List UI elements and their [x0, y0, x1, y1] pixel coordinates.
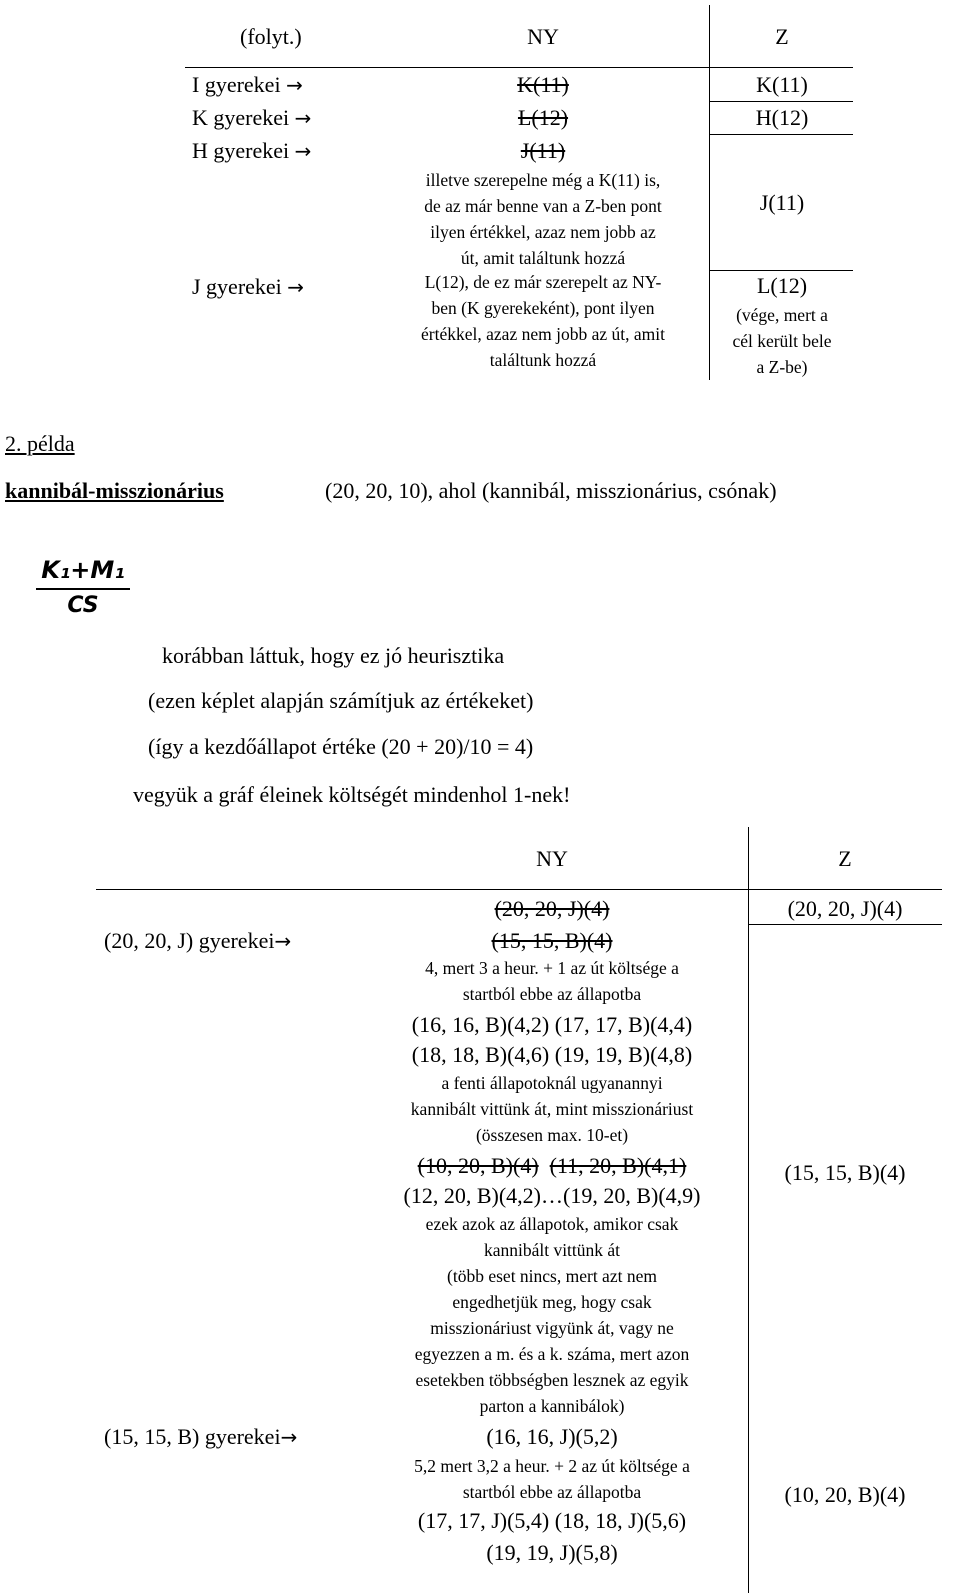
table2-row1-note3: engedhetjük meg, hogy csak — [452, 1292, 652, 1312]
table2-row1-note3: misszionáriust vigyünk át, vagy ne — [430, 1318, 674, 1338]
table1-row-label: K gyerekei → — [192, 105, 312, 130]
arrow-right-icon: → — [294, 139, 312, 163]
table2-row1-strike-a: (10, 20, B)(4) — [417, 1153, 539, 1178]
table1-row-z: K(11) — [756, 72, 808, 97]
table1-j-note-line: értékkel, azaz nem jobb az út, amit — [421, 324, 665, 344]
table2-header-z: Z — [838, 846, 852, 871]
table2-header-ny: NY — [536, 846, 568, 871]
table2-row1-list: (16, 16, B)(4,2) (17, 17, B)(4,4) — [411, 1012, 693, 1037]
table1-j-note-line: találtunk hozzá — [489, 350, 597, 370]
table2-start-z: (20, 20, J)(4) — [787, 896, 903, 921]
table1-h-note-line: ilyen értékkel, azaz nem jobb az — [430, 222, 656, 242]
example-line: korábban láttuk, hogy ez jó heurisztika — [162, 643, 505, 668]
table1-j-note-line: ben (K gyerekeként), pont ilyen — [431, 298, 655, 318]
table2-row2-note: 5,2 mert 3,2 a heur. + 2 az út költsége a — [414, 1456, 690, 1476]
table1-h-note-line: de az már benne van a Z-ben pont — [424, 196, 662, 216]
table2-row1-note3: esetekben többségben lesznek az egyik — [415, 1370, 689, 1390]
formula-numerator: K₁+M₁ — [41, 556, 125, 584]
table1-header-ny: NY — [527, 24, 559, 49]
table1-z-note-line: a Z-be) — [756, 357, 808, 377]
table2-start-ny: (20, 20, J)(4) — [494, 896, 610, 921]
example-line: (ezen képlet alapján számítjuk az értékeket) — [148, 688, 534, 713]
example-name: kannibál-misszionárius — [5, 478, 224, 503]
table1-row-ny: L(12) — [517, 105, 569, 130]
table1-z-rule-3 — [709, 270, 853, 271]
table2-row2-note: startból ebbe az állapotba — [462, 1482, 642, 1502]
example-heading: 2. példa — [5, 431, 75, 456]
table2-row1-list2: (12, 20, B)(4,2)…(19, 20, B)(4,9) — [403, 1183, 701, 1208]
formula-fraction-bar — [36, 588, 130, 590]
table2-row-label: (15, 15, B) gyerekei→ — [104, 1424, 298, 1449]
table1-header-rule — [185, 67, 853, 68]
table1-z-rule-2 — [709, 134, 853, 135]
table1-z-rule-1 — [709, 101, 853, 102]
table2-row2-z: (10, 20, B)(4) — [784, 1482, 906, 1507]
table2-column-divider — [748, 827, 749, 1593]
table2-row1-note: startból ebbe az állapotba — [462, 984, 642, 1004]
table2-row1-note3: ezek azok az állapotok, amikor csak — [425, 1214, 679, 1234]
table2-row1-note: 4, mert 3 a heur. + 1 az út költsége a — [425, 958, 679, 978]
table2-row-label: (20, 20, J) gyerekei→ — [104, 928, 292, 953]
example-line: (így a kezdőállapot értéke (20 + 20)/10 = 4) — [148, 734, 534, 759]
table1-h-note-line: út, amit találtunk hozzá — [460, 248, 626, 268]
table1-row-z: J(11) — [759, 190, 805, 215]
arrow-right-icon: → — [286, 73, 303, 97]
arrow-right-icon: → — [274, 929, 292, 953]
table1-j-note-line: L(12), de ez már szerepelt az NY- — [424, 272, 662, 292]
table2-row1-note2: kannibált vittünk át, mint misszionáriust — [410, 1099, 694, 1119]
table1-column-divider — [709, 5, 710, 380]
table2-row1-note2: a fenti állapotoknál ugyanannyi — [441, 1073, 663, 1093]
table1-row-ny: J(11) — [520, 138, 566, 163]
example-line: vegyük a gráf éleinek költségét mindenhol 1-nek! — [133, 782, 571, 807]
table1-z-note-line: (vége, mert a — [736, 305, 828, 325]
table1-row-label: I gyerekei → — [192, 72, 303, 97]
table2-row1-note3: parton a kannibálok) — [479, 1396, 625, 1416]
example-description: (20, 20, 10), ahol (kannibál, misszionárius, csónak) — [325, 478, 777, 503]
table1-row-ny: K(11) — [517, 72, 569, 97]
table1-h-note-line: illetve szerepelne még a K(11) is, — [425, 170, 661, 190]
arrow-right-icon: → — [280, 1425, 298, 1449]
table2-row1-first: (15, 15, B)(4) — [491, 928, 613, 953]
table1-row-label: J gyerekei → — [192, 274, 305, 299]
table2-row2-first: (16, 16, J)(5,2) — [486, 1424, 618, 1449]
table1-z-note-line: cél került bele — [732, 331, 832, 351]
table2-row1-list: (18, 18, B)(4,6) (19, 19, B)(4,8) — [411, 1042, 693, 1067]
table2-header-rule — [96, 889, 942, 890]
table1-row-z: H(12) — [755, 105, 809, 130]
table2-row1-strike-group — [418, 1153, 687, 1179]
arrow-right-icon: → — [287, 275, 305, 299]
table2-row2-list: (19, 19, J)(5,8) — [486, 1540, 618, 1565]
table2-row1-z: (15, 15, B)(4) — [784, 1160, 906, 1185]
formula-denominator: CS — [67, 593, 99, 618]
table2-row1-note3: kannibált vittünk át — [483, 1240, 621, 1260]
table2-row1-note2: (összesen max. 10-et) — [475, 1125, 629, 1145]
table2-row1-strike-b: (11, 20, B)(4,1) — [549, 1153, 687, 1178]
table1-cont-label: (folyt.) — [240, 24, 302, 49]
table2-row2-list: (17, 17, J)(5,4) (18, 18, J)(5,6) — [417, 1508, 687, 1533]
table1-header-z: Z — [775, 24, 789, 49]
table2-row1-note3: (több eset nincs, mert azt nem — [447, 1266, 657, 1286]
heuristic-formula — [34, 556, 132, 618]
table2-z-rule — [748, 924, 942, 925]
table1-row-z: L(12) — [756, 273, 808, 298]
arrow-right-icon: → — [294, 106, 312, 130]
table2-row1-note3: egyezzen a m. és a k. száma, mert azon — [414, 1344, 690, 1364]
table1-row-label: H gyerekei → — [192, 138, 312, 163]
